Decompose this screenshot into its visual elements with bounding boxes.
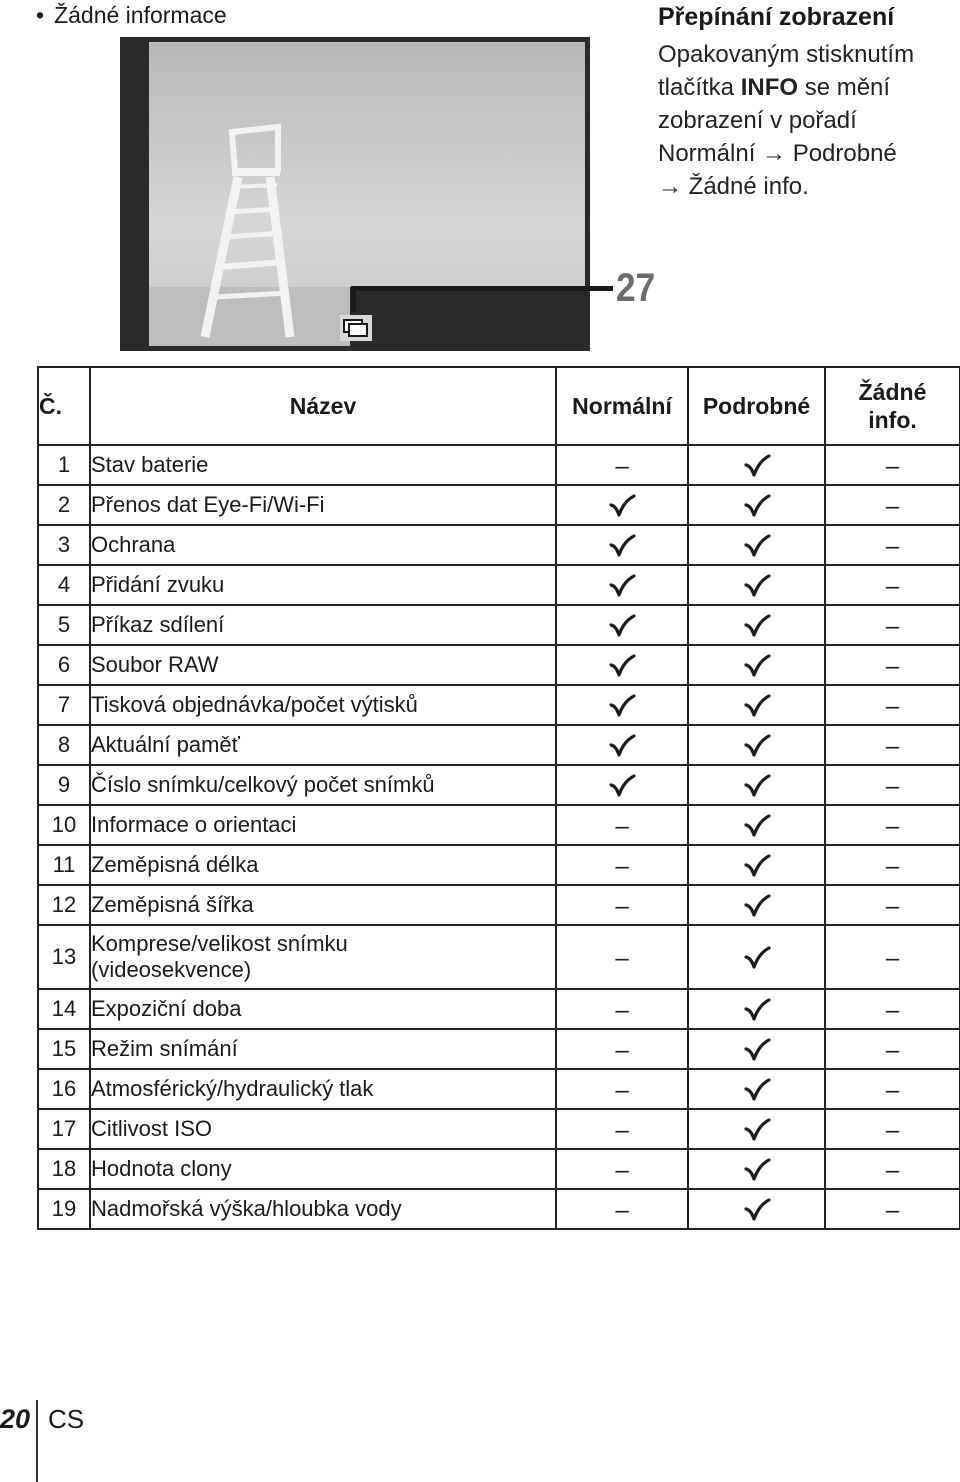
dash-mark (556, 1149, 688, 1189)
table-row (38, 645, 960, 685)
note-body (658, 38, 958, 203)
check-icon (743, 1156, 771, 1184)
check-icon (688, 1189, 825, 1229)
dash-mark (825, 989, 960, 1029)
check-icon (608, 492, 636, 520)
table-row (38, 925, 960, 989)
check-icon (688, 725, 825, 765)
check-icon (743, 1076, 771, 1104)
check-icon (608, 772, 636, 800)
row-name-text: Citlivost ISO (91, 1116, 213, 1141)
row-name (90, 925, 556, 989)
dash-mark (825, 565, 960, 605)
table-row (38, 1029, 960, 1069)
callout-line-vertical (351, 286, 356, 312)
row-name-text: Tisková objednávka/počet výtisků (91, 692, 418, 717)
check-icon (743, 612, 771, 640)
row-name-text: Expoziční doba (91, 996, 242, 1021)
check-icon (608, 652, 636, 680)
check-icon (556, 565, 688, 605)
bullet-dot: • (36, 2, 45, 28)
row-number: 11 (38, 845, 90, 885)
dash-text: – (885, 813, 900, 840)
dash-text: – (885, 1197, 900, 1224)
row-number: 17 (38, 1109, 90, 1149)
header-detailed: Podrobné (688, 367, 825, 445)
table-row (38, 605, 960, 645)
note-title: Přepínání zobrazení (658, 3, 895, 31)
row-name-text: Režim snímání (91, 1036, 238, 1061)
row-number: 13 (38, 925, 90, 989)
table-row (38, 845, 960, 885)
row-name (90, 1189, 556, 1229)
dash-mark (825, 605, 960, 645)
dash-mark (556, 845, 688, 885)
dash-mark (825, 805, 960, 845)
table-row (38, 445, 960, 485)
row-number: 18 (38, 1149, 90, 1189)
check-icon (608, 732, 636, 760)
check-icon (688, 1029, 825, 1069)
dash-text: – (885, 533, 900, 560)
check-icon (743, 892, 771, 920)
dash-text: – (615, 1117, 629, 1144)
row-name-text: Hodnota clony (91, 1156, 232, 1181)
dash-mark (825, 925, 960, 989)
table-row (38, 1149, 960, 1189)
row-name (90, 845, 556, 885)
table-row (38, 485, 960, 525)
dash-mark (825, 485, 960, 525)
dash-text: – (885, 1157, 900, 1184)
table-header-row (38, 367, 960, 445)
dash-text: – (615, 945, 629, 972)
dash-text: – (615, 997, 629, 1024)
dash-mark (825, 1029, 960, 1069)
row-name-text-line2: (videosekvence) (91, 957, 252, 982)
dash-text: – (615, 1037, 629, 1064)
check-icon (688, 445, 825, 485)
dash-text: – (885, 733, 900, 760)
dash-mark (556, 1189, 688, 1229)
check-icon (743, 572, 771, 600)
row-name-text: Nadmořská výška/hloubka vody (91, 1196, 402, 1221)
dash-mark (825, 645, 960, 685)
check-icon (688, 805, 825, 845)
page-footer (0, 1400, 200, 1482)
check-icon (743, 996, 771, 1024)
check-icon (688, 1109, 825, 1149)
dash-text: – (885, 693, 900, 720)
check-icon (608, 612, 636, 640)
row-name-text: Komprese/velikost snímku (91, 931, 348, 956)
row-name (90, 565, 556, 605)
check-icon (743, 492, 771, 520)
dash-text: – (885, 893, 900, 920)
row-name (90, 525, 556, 565)
row-name-text: Číslo snímku/celkový počet snímků (91, 772, 435, 797)
dash-text: – (885, 945, 900, 972)
row-name (90, 989, 556, 1029)
language-code: CS (48, 1404, 85, 1434)
check-icon (743, 652, 771, 680)
row-name (90, 1149, 556, 1189)
dash-text: – (885, 653, 900, 680)
dash-text: – (885, 1037, 900, 1064)
page-number: 20 (0, 1404, 31, 1434)
row-number: 9 (38, 765, 90, 805)
table-row (38, 685, 960, 725)
check-icon (688, 485, 825, 525)
check-icon (608, 692, 636, 720)
header-name: Název (90, 367, 556, 445)
check-icon (556, 645, 688, 685)
check-icon (688, 765, 825, 805)
row-number: 1 (38, 445, 90, 485)
check-icon (743, 812, 771, 840)
header-normal: Normální (556, 367, 688, 445)
row-name-text: Přenos dat Eye-Fi/Wi-Fi (91, 492, 325, 517)
header-no-info (825, 367, 960, 445)
check-icon (556, 485, 688, 525)
table-row (38, 885, 960, 925)
row-name (90, 725, 556, 765)
callout-number: 27 (616, 266, 656, 310)
row-number: 14 (38, 989, 90, 1029)
check-icon (688, 605, 825, 645)
dash-text: – (885, 493, 900, 520)
row-number: 8 (38, 725, 90, 765)
row-name (90, 885, 556, 925)
check-icon (743, 772, 771, 800)
dash-mark (825, 445, 960, 485)
row-name (90, 685, 556, 725)
table-row (38, 1069, 960, 1109)
row-name (90, 765, 556, 805)
dash-text: – (885, 853, 900, 880)
table-row (38, 989, 960, 1029)
dash-mark (556, 1029, 688, 1069)
dash-mark (556, 805, 688, 845)
dash-mark (556, 989, 688, 1029)
check-icon (743, 1196, 771, 1224)
dash-mark (556, 1109, 688, 1149)
display-switch-note (658, 2, 958, 203)
row-name-text: Aktuální paměť (91, 732, 240, 757)
check-icon (743, 852, 771, 880)
check-icon (688, 685, 825, 725)
row-name-text: Soubor RAW (91, 652, 219, 677)
row-number: 4 (38, 565, 90, 605)
table-row (38, 525, 960, 565)
dash-mark (825, 885, 960, 925)
note-line: zobrazení v pořadí (658, 107, 857, 134)
row-name-text: Zeměpisná délka (91, 852, 259, 877)
dash-text: – (885, 453, 900, 480)
check-icon (556, 685, 688, 725)
check-icon (556, 725, 688, 765)
row-name-text: Příkaz sdílení (91, 612, 225, 637)
table-row (38, 725, 960, 765)
dash-text: – (615, 1197, 629, 1224)
sequence-frames-icon (340, 315, 372, 341)
check-icon (743, 1036, 771, 1064)
row-name-text: Ochrana (91, 532, 176, 557)
dash-text: – (615, 853, 629, 880)
check-icon (688, 1069, 825, 1109)
check-icon (688, 645, 825, 685)
dash-text: – (615, 1077, 629, 1104)
dash-text: – (885, 1117, 900, 1144)
row-number: 16 (38, 1069, 90, 1109)
check-icon (688, 525, 825, 565)
header-no-info-line1: Žádné (858, 379, 927, 405)
dash-text: – (885, 1077, 900, 1104)
row-name-text: Zeměpisná šířka (91, 892, 254, 917)
check-icon (743, 532, 771, 560)
check-icon (743, 1116, 771, 1144)
check-icon (688, 1149, 825, 1189)
dash-mark (825, 685, 960, 725)
dash-text: – (885, 613, 900, 640)
dash-text: – (885, 773, 900, 800)
check-icon (556, 525, 688, 565)
dash-mark (825, 1149, 960, 1189)
row-name-text: Informace o orientaci (91, 812, 297, 837)
row-name (90, 1029, 556, 1069)
row-name-text: Stav baterie (91, 452, 209, 477)
footer-divider (36, 1400, 38, 1482)
bullet-text: Žádné informace (54, 2, 227, 28)
dash-mark (825, 525, 960, 565)
row-name (90, 1109, 556, 1149)
dash-mark (825, 1109, 960, 1149)
dash-mark (825, 725, 960, 765)
note-line: tlačítka (658, 74, 741, 101)
row-number: 7 (38, 685, 90, 725)
dash-text: – (885, 997, 900, 1024)
dash-text: – (615, 893, 629, 920)
dash-mark (825, 845, 960, 885)
row-number: 3 (38, 525, 90, 565)
row-name (90, 1069, 556, 1109)
header-number: Č. (38, 367, 90, 445)
info-button-label: INFO (740, 74, 799, 101)
dash-mark (825, 1189, 960, 1229)
dash-text: – (615, 813, 629, 840)
note-line: Normální → Podrobné (658, 140, 897, 167)
info-display-table (37, 366, 960, 1230)
dash-text: – (615, 453, 629, 480)
check-icon (688, 845, 825, 885)
check-icon (743, 944, 771, 972)
note-line: se mění (798, 74, 891, 101)
dash-mark (825, 765, 960, 805)
check-icon (743, 692, 771, 720)
check-icon (688, 989, 825, 1029)
check-icon (688, 565, 825, 605)
row-name (90, 445, 556, 485)
table-row (38, 1189, 960, 1229)
check-icon (688, 925, 825, 989)
dash-text: – (615, 1157, 629, 1184)
row-name (90, 645, 556, 685)
row-number: 10 (38, 805, 90, 845)
dash-mark (825, 1069, 960, 1109)
bullet-item (36, 2, 227, 29)
check-icon (688, 885, 825, 925)
check-icon (556, 765, 688, 805)
dash-mark (556, 445, 688, 485)
row-name (90, 605, 556, 645)
row-number: 15 (38, 1029, 90, 1069)
table-row (38, 805, 960, 845)
row-number: 5 (38, 605, 90, 645)
callout-line (351, 286, 613, 291)
row-number: 2 (38, 485, 90, 525)
check-icon (556, 605, 688, 645)
row-name-text: Přidání zvuku (91, 572, 225, 597)
check-icon (608, 532, 636, 560)
dash-mark (556, 925, 688, 989)
header-no-info-line2: info. (868, 407, 917, 433)
check-icon (743, 732, 771, 760)
note-line: Opakovaným stisknutím (658, 41, 915, 68)
table-row (38, 565, 960, 605)
note-line: → Žádné info. (658, 173, 809, 200)
dash-mark (556, 885, 688, 925)
row-number: 6 (38, 645, 90, 685)
row-name (90, 485, 556, 525)
row-name (90, 805, 556, 845)
check-icon (743, 452, 771, 480)
table-row (38, 765, 960, 805)
row-number: 19 (38, 1189, 90, 1229)
row-number: 12 (38, 885, 90, 925)
dash-text: – (885, 573, 900, 600)
row-name-text: Atmosférický/hydraulický tlak (91, 1076, 374, 1101)
check-icon (608, 572, 636, 600)
dash-mark (556, 1069, 688, 1109)
table-row (38, 1109, 960, 1149)
